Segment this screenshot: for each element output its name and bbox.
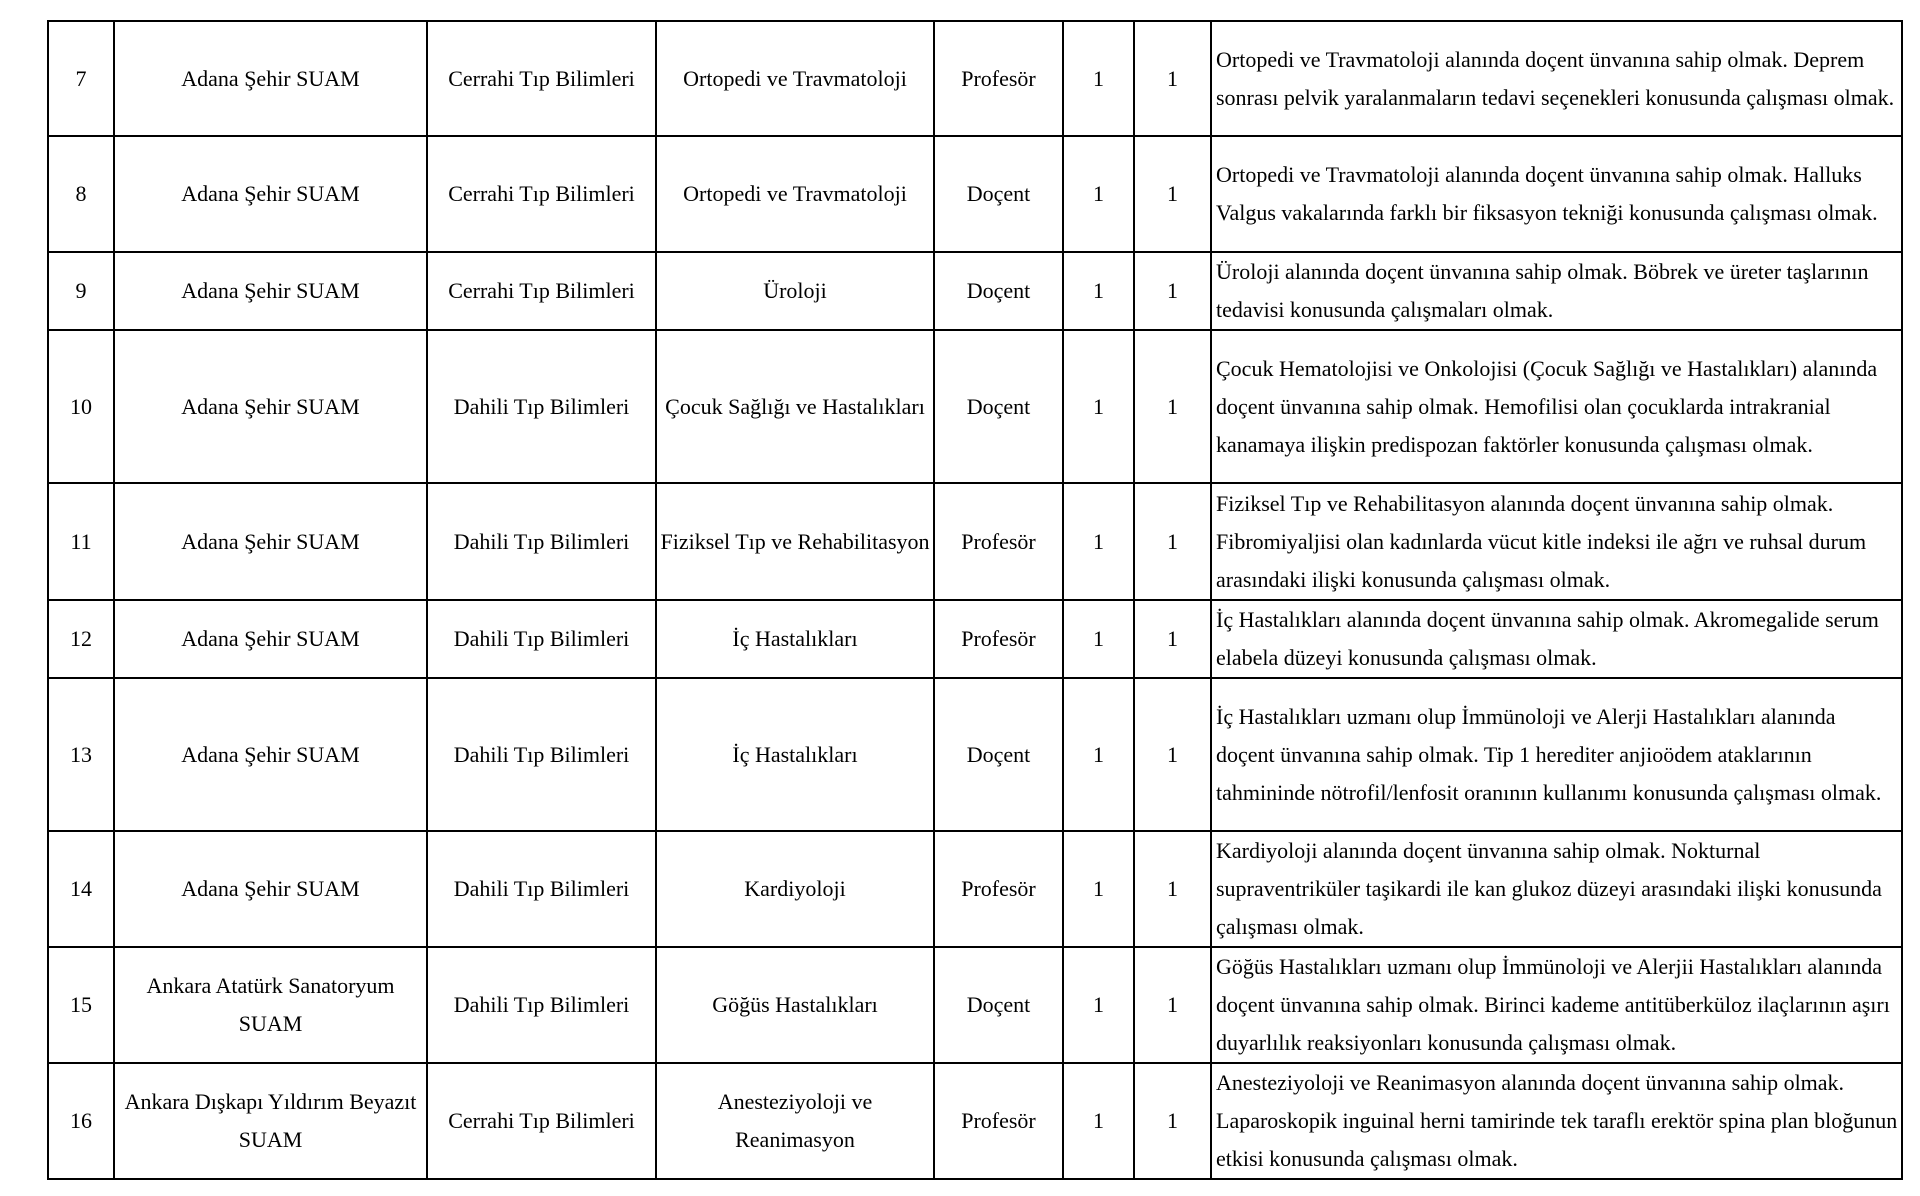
institution-cell: Adana Şehir SUAM [114,252,427,330]
title-cell: Profesör [934,600,1063,678]
department-cell: Dahili Tıp Bilimleri [427,678,656,831]
count1-cell: 1 [1063,1063,1134,1179]
table-row [48,252,1902,330]
specialty-cell: Anesteziyoloji ve Reanimasyon [656,1063,934,1179]
row-number: 11 [48,483,114,600]
table-row [48,947,1902,1063]
department-cell: Cerrahi Tıp Bilimleri [427,136,656,252]
row-number: 12 [48,600,114,678]
specialty-cell: İç Hastalıkları [656,678,934,831]
institution-cell: Adana Şehir SUAM [114,483,427,600]
count2-cell: 1 [1134,947,1211,1063]
positions-table [47,20,1903,1180]
count2-cell: 1 [1134,252,1211,330]
institution-cell: Adana Şehir SUAM [114,831,427,947]
row-number: 15 [48,947,114,1063]
title-cell: Doçent [934,947,1063,1063]
count1-cell: 1 [1063,252,1134,330]
institution-cell: Adana Şehir SUAM [114,330,427,483]
table-row [48,136,1902,252]
requirement-cell: İç Hastalıkları alanında doçent ünvanına sahip olmak. Akromegalide serum elabela düzeyi konusunda çalışması olmak. [1211,600,1902,678]
count2-cell: 1 [1134,831,1211,947]
title-cell: Doçent [934,330,1063,483]
table-row [48,678,1902,831]
requirement-cell: Kardiyoloji alanında doçent ünvanına sahip olmak. Nokturnal supraventriküler taşikardi ile kan glukoz düzeyi arasındaki ilişki konusunda çalışması olmak. [1211,831,1902,947]
row-number: 13 [48,678,114,831]
requirement-cell: Ortopedi ve Travmatoloji alanında doçent ünvanına sahip olmak. Deprem sonrası pelvik yaralanmaların tedavi seçenekleri konusunda çalışması olmak. [1211,21,1902,136]
specialty-cell: Ortopedi ve Travmatoloji [656,21,934,136]
institution-cell: Ankara Dışkapı Yıldırım Beyazıt SUAM [114,1063,427,1179]
title-cell: Doçent [934,678,1063,831]
count1-cell: 1 [1063,483,1134,600]
department-cell: Dahili Tıp Bilimleri [427,947,656,1063]
specialty-cell: Çocuk Sağlığı ve Hastalıkları [656,330,934,483]
count2-cell: 1 [1134,600,1211,678]
department-cell: Cerrahi Tıp Bilimleri [427,21,656,136]
count2-cell: 1 [1134,483,1211,600]
count2-cell: 1 [1134,136,1211,252]
department-cell: Dahili Tıp Bilimleri [427,600,656,678]
requirement-cell: İç Hastalıkları uzmanı olup İmmünoloji ve Alerji Hastalıkları alanında doçent ünvanına sahip olmak. Tip 1 herediter anjioödem ataklarının tahmininde nötrofil/lenfosit oranının kullanımı konusunda çalışması olmak. [1211,678,1902,831]
specialty-cell: Fiziksel Tıp ve Rehabilitasyon [656,483,934,600]
institution-cell: Ankara Atatürk Sanatoryum SUAM [114,947,427,1063]
specialty-cell: Kardiyoloji [656,831,934,947]
institution-cell: Adana Şehir SUAM [114,600,427,678]
count1-cell: 1 [1063,947,1134,1063]
requirement-cell: Çocuk Hematolojisi ve Onkolojisi (Çocuk Sağlığı ve Hastalıkları) alanında doçent ünvanına sahip olmak. Hemofilisi olan çocuklarda intrakranial kanamaya ilişkin predispozan faktörler konusunda çalışması olmak. [1211,330,1902,483]
department-cell: Cerrahi Tıp Bilimleri [427,252,656,330]
count1-cell: 1 [1063,21,1134,136]
requirement-cell: Fiziksel Tıp ve Rehabilitasyon alanında doçent ünvanına sahip olmak. Fibromiyaljisi olan kadınlarda vücut kitle indeksi ile ağrı ve ruhsal durum arasındaki ilişki konusunda çalışması olmak. [1211,483,1902,600]
institution-cell: Adana Şehir SUAM [114,678,427,831]
row-number: 16 [48,1063,114,1179]
specialty-cell: Ortopedi ve Travmatoloji [656,136,934,252]
institution-cell: Adana Şehir SUAM [114,21,427,136]
requirement-cell: Göğüs Hastalıkları uzmanı olup İmmünoloji ve Alerjii Hastalıkları alanında doçent ünvanına sahip olmak. Birinci kademe antitüberküloz ilaçlarının aşırı duyarlılık reaksiyonları konusunda çalışması olmak. [1211,947,1902,1063]
row-number: 7 [48,21,114,136]
department-cell: Dahili Tıp Bilimleri [427,483,656,600]
table-row [48,831,1902,947]
department-cell: Cerrahi Tıp Bilimleri [427,1063,656,1179]
requirement-cell: Üroloji alanında doçent ünvanına sahip olmak. Böbrek ve üreter taşlarının tedavisi konusunda çalışmaları olmak. [1211,252,1902,330]
table-row [48,483,1902,600]
title-cell: Profesör [934,483,1063,600]
title-cell: Doçent [934,252,1063,330]
count2-cell: 1 [1134,1063,1211,1179]
table-row [48,21,1902,136]
count2-cell: 1 [1134,21,1211,136]
table-row [48,600,1902,678]
department-cell: Dahili Tıp Bilimleri [427,330,656,483]
requirement-cell: Anesteziyoloji ve Reanimasyon alanında doçent ünvanına sahip olmak. Laparoskopik inguinal herni tamirinde tek taraflı erektör spina plan bloğunun etkisi konusunda çalışması olmak. [1211,1063,1902,1179]
specialty-cell: İç Hastalıkları [656,600,934,678]
title-cell: Profesör [934,21,1063,136]
count1-cell: 1 [1063,678,1134,831]
count1-cell: 1 [1063,831,1134,947]
title-cell: Profesör [934,831,1063,947]
title-cell: Profesör [934,1063,1063,1179]
title-cell: Doçent [934,136,1063,252]
row-number: 8 [48,136,114,252]
count2-cell: 1 [1134,330,1211,483]
row-number: 9 [48,252,114,330]
table-row [48,330,1902,483]
table-row [48,1063,1902,1179]
count1-cell: 1 [1063,330,1134,483]
row-number: 14 [48,831,114,947]
institution-cell: Adana Şehir SUAM [114,136,427,252]
requirement-cell: Ortopedi ve Travmatoloji alanında doçent ünvanına sahip olmak. Halluks Valgus vakalarında farklı bir fiksasyon tekniği konusunda çalışması olmak. [1211,136,1902,252]
department-cell: Dahili Tıp Bilimleri [427,831,656,947]
specialty-cell: Üroloji [656,252,934,330]
count1-cell: 1 [1063,600,1134,678]
count1-cell: 1 [1063,136,1134,252]
count2-cell: 1 [1134,678,1211,831]
row-number: 10 [48,330,114,483]
specialty-cell: Göğüs Hastalıkları [656,947,934,1063]
